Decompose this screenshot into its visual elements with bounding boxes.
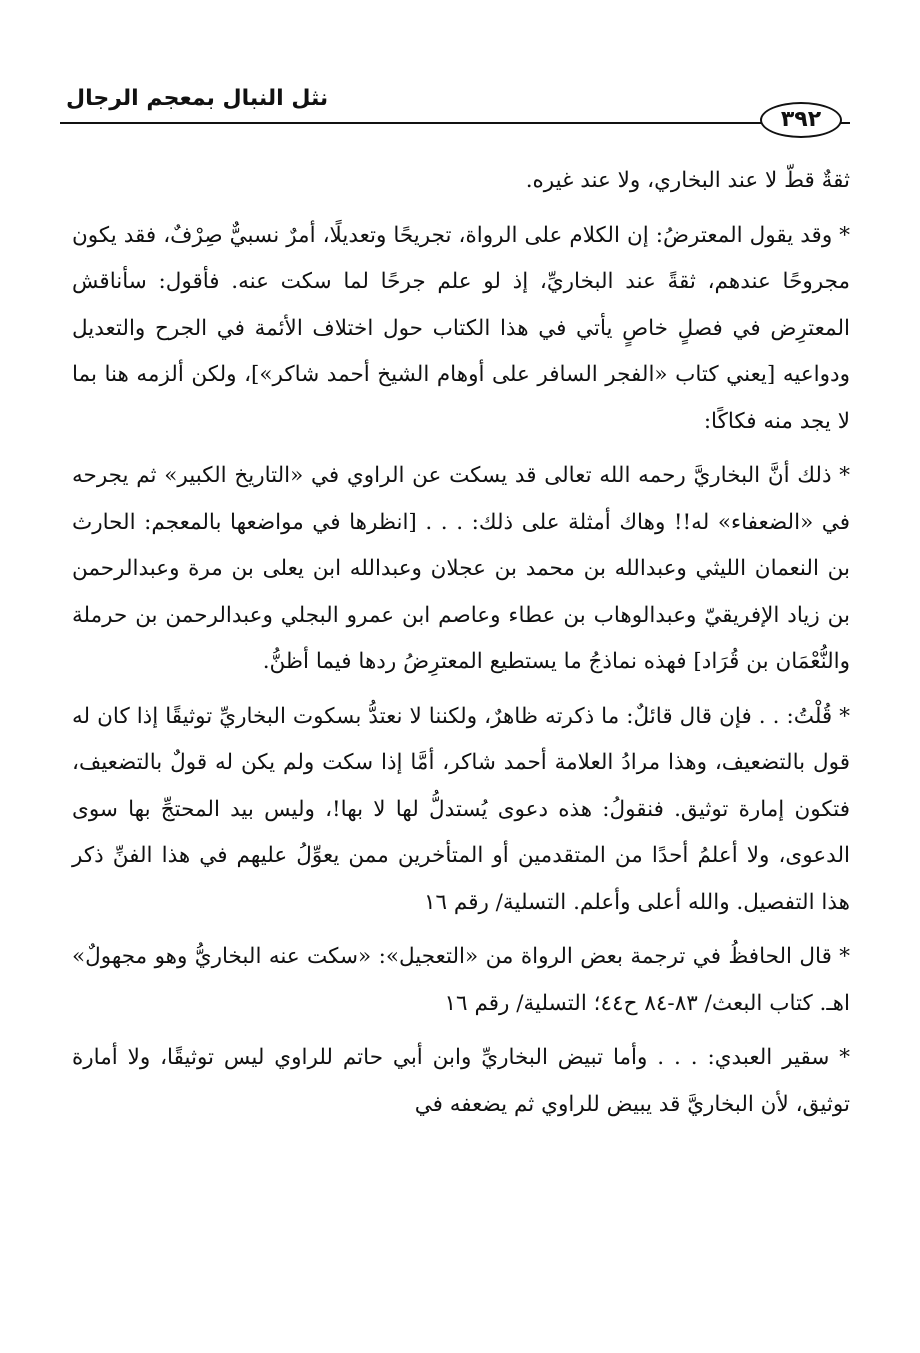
paragraph-suqayr: * سقير العبدي: . . . وأما تبيض البخاريِّ وابن أبي حاتم للراوي ليس توثيقًا، ولا أمارة توثيق، لأن البخاريَّ قد يبيض للراوي ثم يضعفه في	[72, 1045, 850, 1117]
paragraph-objection: * وقد يقول المعترضُ: إن الكلام على الرواة، تجريحًا وتعديلًا، أمرٌ نسبيٌّ صِرْفٌ، فقد يكون مجروحًا عندهم، ثقةً عند البخاريِّ، إذ لو علم جرحًا لما سكت عنه. فأقول: سأناقش المعترِض في فصلٍ خاصٍ يأتي في هذا الكتاب حول اختلاف الأئمة في الجرح والتعديل ودواعيه [يعني كتاب «الفجر السافر على أوهام الشيخ أحمد شاكر»]، ولكن ألزمه هنا بما لا يجد منه فكاكًا:	[72, 222, 850, 434]
paragraph-qultu: * قُلْتُ: . . فإن قال قائلٌ: ما ذكرته ظاهرٌ، ولكننا لا نعتدُّ بسكوت البخاريِّ توثيقًا إذا كان له قول بالتضعيف، وهذا مرادُ العلامة أحمد شاكر، أمَّا إذا سكت ولم يكن له قولٌ بالتضعيف، فتكون إمارة توثيق. فنقولُ: هذه دعوى يُستدلُّ لها لا بها!، وليس بيد المحتجِّ بها سوى الدعوى، ولا أعلمُ أحدًا من المتقدمين أو المتأخرين ممن يعوِّلُ عليهم في هذا الفنِّ ذكر هذا التفصيل. والله أعلى وأعلم. التسلية/ رقم ١٦	[72, 703, 850, 915]
header-rule	[60, 122, 850, 124]
page-number-oval: ٣٩٢	[760, 102, 842, 138]
paragraph-continuation: ثقةٌ قطّ لا عند البخاري، ولا عند غيره.	[525, 168, 850, 193]
page-body	[72, 158, 850, 1136]
paragraph-examples: * ذلك أنَّ البخاريَّ رحمه الله تعالى قد يسكت عن الراوي في «التاريخ الكبير» ثم يجرحه في «الضعفاء» له!! وهاك أمثلة على ذلك: . . . [انظرها في مواضعها بالمعجم: الحارث بن النعمان الليثي وعبدالله بن محمد بن عجلان وعبدالله ابن يعلى بن مرة وعبدالرحمن بن زياد الإفريقيّ وعبدالوهاب بن عطاء وعاصم ابن عمرو البجلي وعبدالرحمن بن حرملة والنُّعْمَان بن قُرَاد] فهذه نماذجُ ما يستطيع المعترِضُ ردها فيما أظنُّ.	[72, 463, 850, 674]
page-header	[60, 82, 850, 142]
running-title: نثل النبال بمعجم الرجال	[66, 86, 329, 111]
paragraph-hafiz: * قال الحافظُ في ترجمة بعض الرواة من «التعجيل»: «سكت عنه البخاريُّ وهو مجهولٌ» اهـ. كتاب البعث/ ٨٣-٨٤ ح٤٤؛ التسلية/ رقم ١٦	[72, 944, 850, 1016]
